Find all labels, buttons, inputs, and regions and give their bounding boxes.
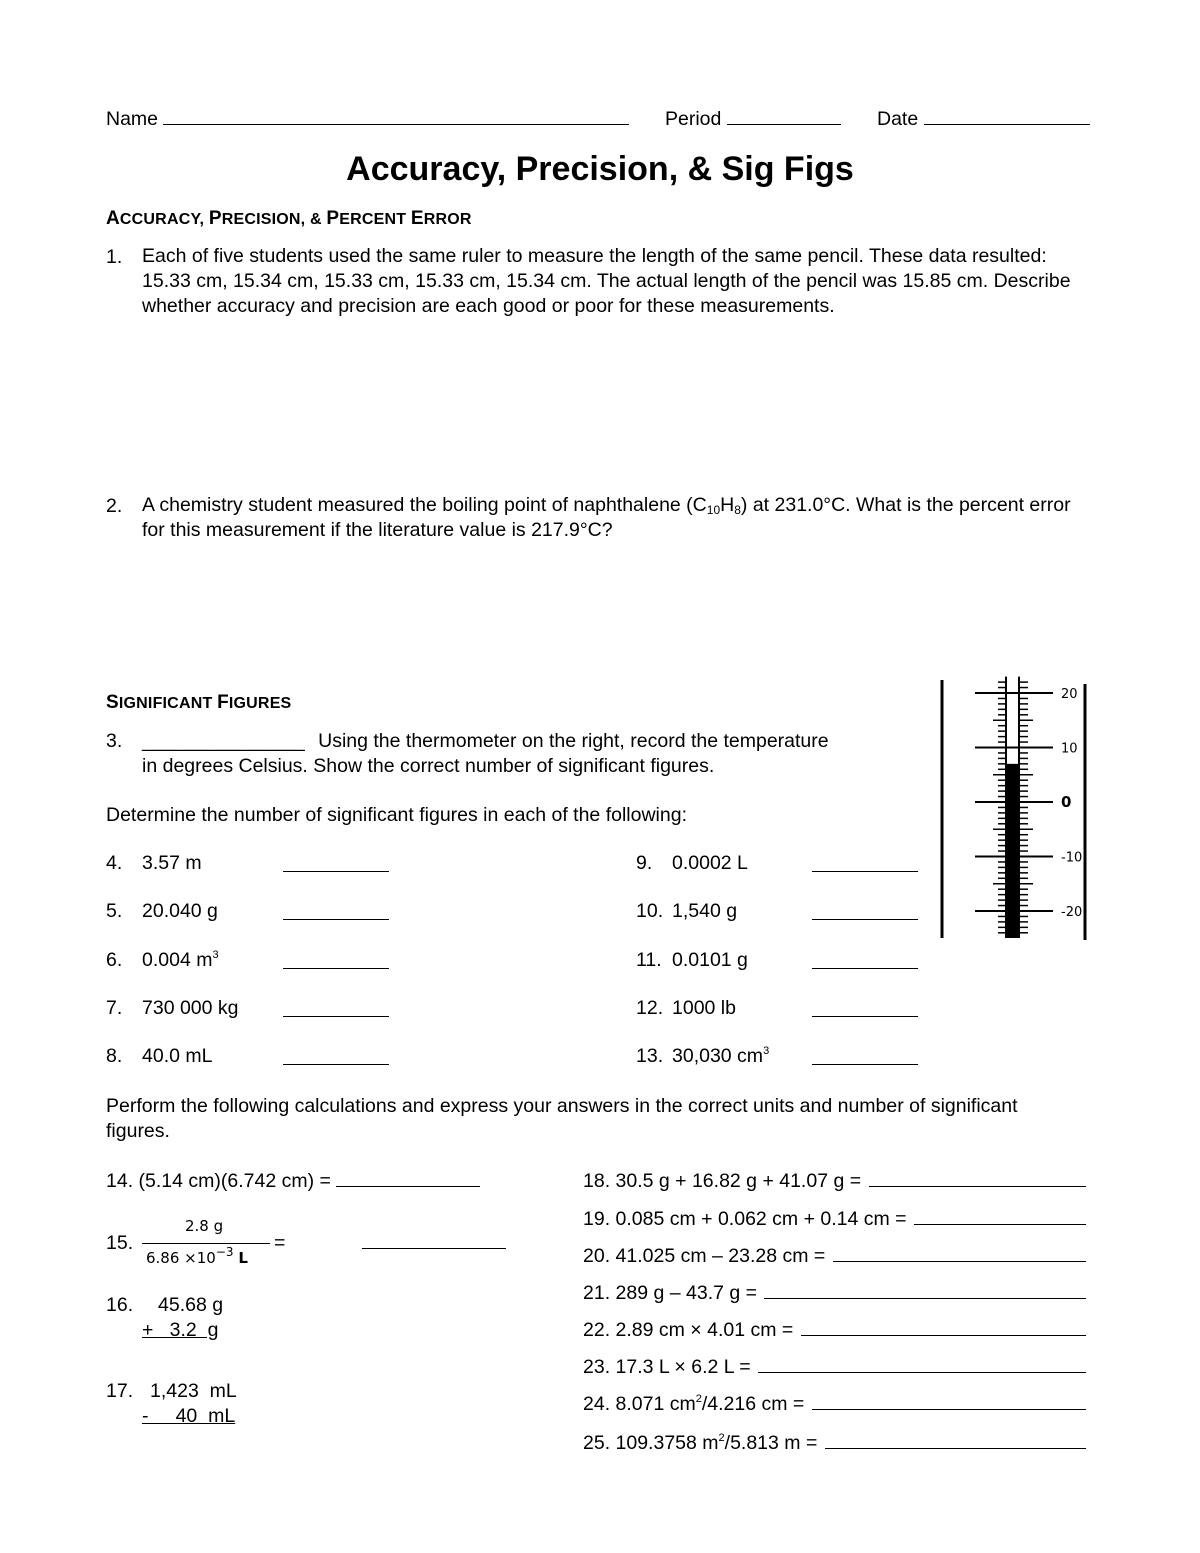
- q15-numerator: 2.8 g: [185, 1217, 224, 1235]
- sig-fig-item-number: 11.: [636, 949, 662, 971]
- q15-den-exp: −3: [215, 1245, 234, 1259]
- period-blank[interactable]: [727, 106, 841, 125]
- calc-answer-blank[interactable]: [869, 1168, 1086, 1187]
- calc-item: [583, 1243, 1086, 1268]
- sig-fig-item-number: 7.: [106, 997, 123, 1019]
- sig-fig-item-value: 1,540 g: [672, 900, 738, 922]
- calc-item-text: [583, 1432, 823, 1455]
- calc-item-expression: 21. 289 g – 43.7 g =: [583, 1282, 763, 1304]
- thermometer-scale-label: 0: [1061, 793, 1072, 811]
- calc-item-expression: 24. 8.071 cm: [583, 1393, 696, 1415]
- sig-fig-item-value: 0.004 m: [142, 949, 213, 971]
- sig-fig-item-number: 4.: [106, 852, 123, 874]
- sig-fig-item-text: [672, 900, 737, 923]
- sig-fig-answer-blank[interactable]: [812, 1016, 918, 1017]
- calc-item-expression-end: /4.216 cm =: [701, 1393, 810, 1415]
- calc-item-superscript: 2: [695, 1393, 702, 1405]
- sig-fig-item-value: 0.0002 L: [672, 852, 748, 874]
- sig-fig-item-value: 40.0 mL: [142, 1045, 213, 1067]
- q16-line2: + 3.2 g: [142, 1319, 219, 1341]
- calc-item-text: [583, 1170, 867, 1193]
- q3-text-line2: in degrees Celsius. Show the correct number of significant figures.: [142, 755, 715, 777]
- sig-fig-item-text: [142, 900, 218, 923]
- q1-number: 1.: [106, 246, 123, 268]
- sig-fig-item-number: 6.: [106, 949, 123, 971]
- q14-answer-blank[interactable]: [336, 1168, 480, 1187]
- calc-item-expression: 23. 17.3 L × 6.2 L =: [583, 1356, 757, 1378]
- calc-item-expression: 25. 109.3758 m: [583, 1432, 719, 1454]
- sig-fig-answer-blank[interactable]: [812, 919, 918, 920]
- calc-item: [583, 1391, 1086, 1416]
- q3-text-line1: Using the thermometer on the right, record the temperature: [318, 730, 829, 752]
- date-field-row: [877, 106, 1090, 131]
- q2-text-pre: A chemistry student measured the boiling point of naphthalene (C: [142, 494, 707, 516]
- determine-instructions: Determine the number of significant figures in each of the following:: [106, 804, 687, 826]
- q1-text: Each of five students used the same ruler to measure the length of the same pencil. These data resulted: 15.33 cm, 15.34 cm, 15.33 cm, 15.33 cm, 15.34 cm. The actual length of the pencil was 15.85 cm. Describe whether accuracy and precision are each good or poor for these measurements.: [142, 245, 1071, 317]
- sig-fig-answer-blank[interactable]: [812, 968, 918, 969]
- sig-fig-answer-blank[interactable]: [812, 1064, 918, 1065]
- name-field-row: [106, 106, 629, 131]
- sig-fig-answer-blank[interactable]: [283, 871, 389, 872]
- calc-item: [583, 1168, 1086, 1193]
- sig-fig-item-number: 8.: [106, 1045, 123, 1067]
- q16-line1: 45.68 g: [158, 1294, 224, 1316]
- calc-item-text: [583, 1208, 912, 1231]
- sig-fig-answer-blank[interactable]: [283, 968, 389, 969]
- q15-den-base: 6.86 ×10: [146, 1249, 216, 1267]
- q2-number: 2.: [106, 495, 123, 517]
- calc-answer-blank[interactable]: [833, 1243, 1086, 1262]
- thermometer-scale-label: -20: [1061, 905, 1083, 920]
- sig-fig-item-text: [672, 949, 748, 972]
- q15-denominator: [146, 1245, 248, 1267]
- q17-number: 17.: [106, 1380, 134, 1402]
- calc-item-expression-end: /5.813 m =: [724, 1432, 823, 1454]
- calc-item-expression: 22. 2.89 cm × 4.01 cm =: [583, 1319, 799, 1341]
- calc-answer-blank[interactable]: [914, 1206, 1086, 1225]
- sig-fig-item-text: [142, 949, 219, 972]
- q16-number: 16.: [106, 1294, 134, 1316]
- calc-answer-blank[interactable]: [764, 1280, 1086, 1299]
- sig-fig-answer-blank[interactable]: [283, 1016, 389, 1017]
- q15-number: 15.: [106, 1232, 134, 1254]
- sig-fig-item-value: 730 000 kg: [142, 997, 239, 1019]
- thermometer-scale-label: 20: [1061, 687, 1078, 702]
- date-label: Date: [877, 108, 919, 130]
- sig-fig-item-text: [142, 997, 239, 1020]
- sig-fig-item-text: [142, 1045, 212, 1068]
- period-field-row: [665, 106, 841, 131]
- thermometer-scale-label: -10: [1061, 850, 1083, 866]
- calc-answer-blank[interactable]: [801, 1317, 1086, 1336]
- calc-item-text: [583, 1356, 756, 1379]
- sig-fig-item-text: [672, 997, 736, 1020]
- calc-item-expression: 20. 41.025 cm – 23.28 cm =: [583, 1245, 831, 1267]
- sig-fig-item-value: 3.57 m: [142, 852, 202, 874]
- sig-fig-answer-blank[interactable]: [283, 919, 389, 920]
- calc-item-superscript: 2: [718, 1432, 725, 1444]
- calc-item-text: [583, 1282, 762, 1305]
- sig-fig-item-number: 13.: [636, 1045, 664, 1067]
- calc-answer-blank[interactable]: [825, 1430, 1086, 1449]
- calc-item-expression: 18. 30.5 g + 16.82 g + 41.07 g =: [583, 1170, 867, 1192]
- sig-fig-item-number: 9.: [636, 852, 653, 874]
- sig-fig-item-value: 30,030 cm: [672, 1045, 764, 1067]
- q15-fraction-bar: [142, 1243, 270, 1244]
- sig-fig-item-number: 12.: [636, 997, 664, 1019]
- sig-fig-item-text: [672, 1045, 769, 1068]
- q15-den-unit: L: [238, 1249, 248, 1267]
- q15-equals: =: [274, 1232, 286, 1254]
- sig-fig-item-text: [142, 852, 202, 875]
- calc-item: [583, 1280, 1086, 1305]
- name-blank[interactable]: [163, 106, 629, 125]
- q3-answer-blank[interactable]: _______________: [142, 730, 305, 752]
- section-heading-sig-figs: SIGNIFICANT FIGURES: [106, 692, 292, 713]
- q2-text: [142, 493, 1082, 543]
- thermometer-scale-label: 10: [1061, 741, 1078, 757]
- sig-fig-item-superscript: 3: [763, 1045, 770, 1057]
- q14-text: 14. (5.14 cm)(6.742 cm) =: [106, 1170, 337, 1192]
- calc-answer-blank[interactable]: [758, 1354, 1086, 1373]
- q2-subscript-carbon: 10: [706, 503, 721, 517]
- name-label: Name: [106, 108, 159, 130]
- sig-fig-item-text: [672, 852, 748, 875]
- calc-item-text: [583, 1245, 831, 1268]
- calc-item: [583, 1317, 1086, 1342]
- q15-answer-blank[interactable]: [362, 1248, 506, 1249]
- calc-item: [583, 1206, 1086, 1231]
- q2-text-post: ) at 231.0°C. What is the percent error for this measurement if the literature value is 217.9°C?: [142, 494, 1071, 541]
- calc-instructions: Perform the following calculations and express your answers in the correct units and number of significant figures.: [106, 1095, 1018, 1142]
- period-label: Period: [665, 108, 722, 130]
- q3-line1: [142, 730, 829, 753]
- calc-item-expression: 19. 0.085 cm + 0.062 cm + 0.14 cm =: [583, 1208, 912, 1230]
- sig-fig-answer-blank[interactable]: [812, 871, 918, 872]
- q17-line2: - 40 mL: [142, 1405, 236, 1427]
- thermometer-figure: [935, 676, 1095, 944]
- q2-text-mid: H: [720, 494, 735, 516]
- date-blank[interactable]: [924, 106, 1090, 125]
- sig-fig-item-number: 10.: [636, 900, 664, 922]
- sig-fig-item-number: 5.: [106, 900, 123, 922]
- calc-item-text: [583, 1393, 810, 1416]
- q14: [106, 1168, 480, 1193]
- q2-subscript-hydrogen: 8: [734, 503, 741, 517]
- calc-answer-blank[interactable]: [812, 1391, 1086, 1410]
- calc-item: [583, 1430, 1086, 1455]
- section-heading-accuracy: ACCURACY, PRECISION, & PERCENT ERROR: [106, 208, 472, 229]
- page-title: Accuracy, Precision, & Sig Figs: [346, 150, 854, 188]
- sig-fig-item-value: 0.0101 g: [672, 949, 748, 971]
- calc-item-text: [583, 1319, 799, 1342]
- q3-number: 3.: [106, 730, 123, 752]
- sig-fig-item-value: 1000 lb: [672, 997, 736, 1019]
- sig-fig-item-superscript: 3: [212, 949, 219, 961]
- sig-fig-answer-blank[interactable]: [283, 1064, 389, 1065]
- calc-item: [583, 1354, 1086, 1379]
- sig-fig-item-value: 20.040 g: [142, 900, 218, 922]
- q17-line1: 1,423 mL: [150, 1380, 237, 1402]
